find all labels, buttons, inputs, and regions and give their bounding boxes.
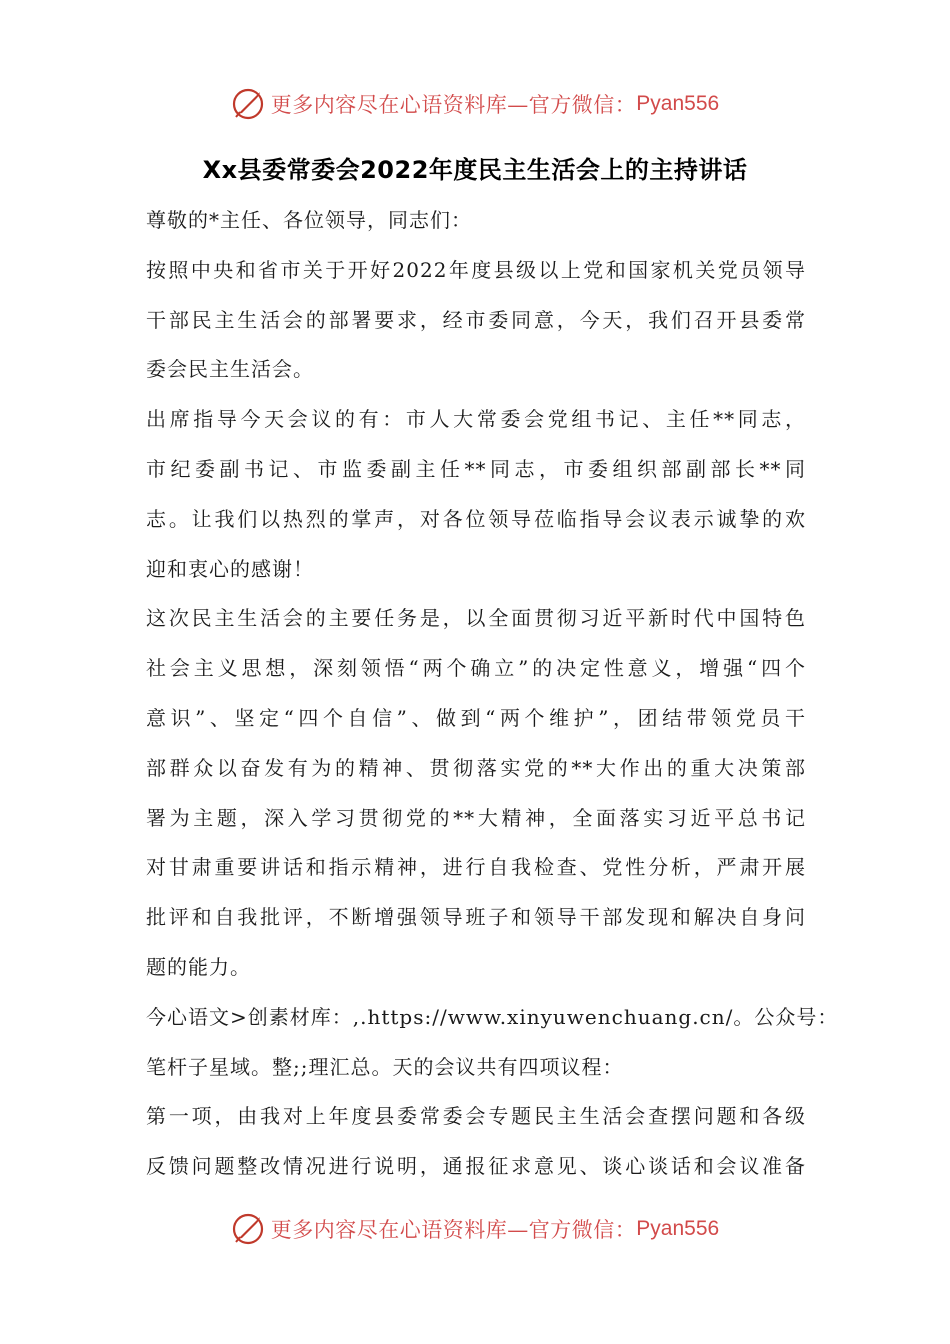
- body-line: 干部民主生活会的部署要求，经市委同意，今天，我们召开县委常: [146, 307, 806, 332]
- body-line: 对甘肃重要讲话和指示精神，进行自我检查、党性分析，严肃开展: [146, 855, 806, 880]
- body-line: 按照中央和省市关于开好2022年度县级以上党和国家机关党员领导: [146, 257, 806, 282]
- banner-text: 更多内容尽在心语资料库—官方微信：: [270, 1218, 637, 1242]
- banner-text: 更多内容尽在心语资料库—官方微信：: [270, 93, 637, 117]
- body-line: 市纪委副书记、市监委副主任**同志，市委组织部副部长**同: [146, 456, 806, 481]
- body-line: 笔杆子星域。整;;理汇总。天的会议共有四项议程：: [146, 1054, 624, 1079]
- body-line-with-url: 今心语文>创素材库：,.https://www.xinyuwenchuang.cn/。公众号：: [146, 1004, 839, 1029]
- body-line: 题的能力。: [146, 954, 251, 979]
- body-line: 部群众以奋发有为的精神、贯彻落实党的**大作出的重大决策部: [146, 755, 806, 780]
- body-line: 志。让我们以热烈的掌声，对各位领导莅临指导会议表示诚挚的欢: [146, 506, 806, 531]
- page-title: Xx县委常委会2022年度民主生活会上的主持讲话: [202, 156, 748, 184]
- body-line: 意识”、坚定“四个自信”、做到“两个维护”，团结带领党员干: [146, 705, 806, 730]
- document-body: [146, 196, 839, 1192]
- salutation-line: 尊敬的*主任、各位领导，同志们：: [146, 208, 472, 232]
- body-line: 迎和衷心的感谢！: [146, 556, 314, 581]
- body-line: 第一项，由我对上年度县委常委会专题民主生活会查摆问题和各级: [146, 1104, 806, 1129]
- banner-wechat-id: Pyan556: [636, 1217, 720, 1240]
- quill-logo-icon: [231, 1212, 265, 1246]
- body-line: 这次民主生活会的主要任务是，以全面贯彻习近平新时代中国特色: [146, 606, 806, 631]
- body-line: 批评和自我批评，不断增强领导班子和领导干部发现和解决自身问: [146, 905, 806, 930]
- body-line: 反馈问题整改情况进行说明，通报征求意见、谈心谈话和会议准备: [146, 1154, 806, 1179]
- header-banner: [0, 82, 950, 126]
- body-line: 社会主义思想，深刻领悟“两个确立”的决定性意义，增强“四个: [146, 656, 806, 681]
- body-line: 委会民主生活会。: [146, 357, 314, 382]
- quill-logo-icon: [231, 87, 265, 121]
- body-line: 出席指导今天会议的有：市人大常委会党组书记、主任**同志，: [146, 407, 806, 432]
- footer-banner: [0, 1207, 950, 1251]
- body-line: 署为主题，深入学习贯彻党的**大精神，全面落实习近平总书记: [146, 805, 806, 830]
- banner-wechat-id: Pyan556: [636, 92, 720, 115]
